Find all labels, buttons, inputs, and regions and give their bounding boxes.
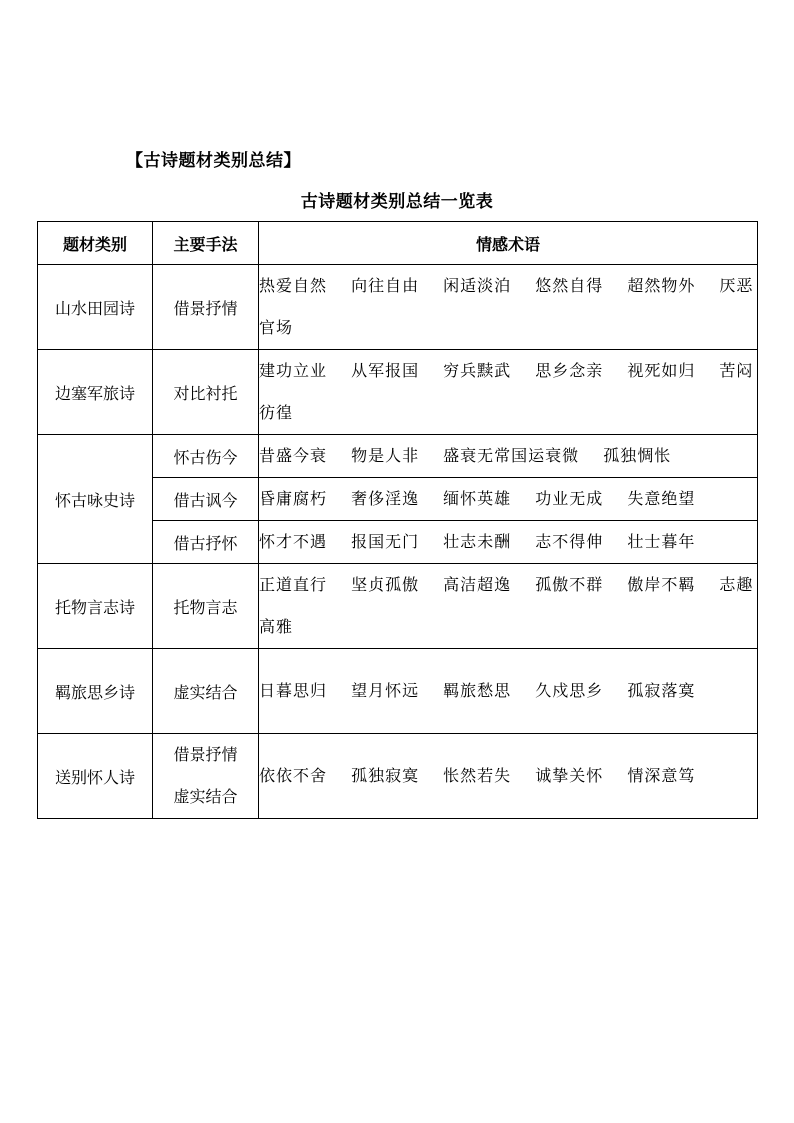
table-row — [38, 564, 758, 649]
table-row — [38, 265, 758, 350]
table-title: 古诗题材类别总结一览表 — [300, 192, 494, 212]
terms-cell: 昔盛今衰 物是人非 盛衰无常国运衰微 孤独惆怅 — [259, 435, 758, 478]
header-terms: 情感术语 — [259, 222, 758, 265]
table-header-row — [38, 222, 758, 265]
poetry-summary-table — [37, 221, 758, 819]
terms-cell: 日暮思归 望月怀远 羁旅愁思 久戍思乡 孤寂落寞 — [259, 649, 758, 734]
method-cell: 怀古伤今 — [153, 435, 259, 478]
method-line: 虚实结合 — [173, 787, 238, 806]
table-row — [38, 649, 758, 734]
table-row — [38, 435, 758, 478]
category-cell: 托物言志诗 — [38, 564, 153, 649]
terms-cell: 建功立业 从军报国 穷兵黩武 思乡念亲 视死如归 苦闷彷徨 — [259, 350, 758, 435]
method-cell: 借景抒情 — [153, 265, 259, 350]
header-method: 主要手法 — [153, 222, 259, 265]
table-row — [38, 350, 758, 435]
method-cell — [153, 734, 259, 819]
method-cell: 借古抒怀 — [153, 521, 259, 564]
terms-cell: 昏庸腐朽 奢侈淫逸 缅怀英雄 功业无成 失意绝望 — [259, 478, 758, 521]
header-category: 题材类别 — [38, 222, 153, 265]
method-cell: 对比衬托 — [153, 350, 259, 435]
category-cell: 边塞军旅诗 — [38, 350, 153, 435]
terms-cell: 依依不舍 孤独寂寞 怅然若失 诚挚关怀 情深意笃 — [259, 734, 758, 819]
category-cell: 羁旅思乡诗 — [38, 649, 153, 734]
method-cell: 借古讽今 — [153, 478, 259, 521]
category-cell: 送别怀人诗 — [38, 734, 153, 819]
terms-cell: 正道直行 坚贞孤傲 高洁超逸 孤傲不群 傲岸不羁 志趣高雅 — [259, 564, 758, 649]
table-row — [38, 734, 758, 819]
terms-cell: 怀才不遇 报国无门 壮志未酬 志不得伸 壮士暮年 — [259, 521, 758, 564]
terms-cell: 热爱自然 向往自由 闲适淡泊 悠然自得 超然物外 厌恶官场 — [259, 265, 758, 350]
category-cell: 怀古咏史诗 — [38, 435, 153, 564]
category-cell: 山水田园诗 — [38, 265, 153, 350]
method-cell: 虚实结合 — [153, 649, 259, 734]
method-line: 借景抒情 — [173, 745, 238, 764]
section-title: 【古诗题材类别总结】 — [126, 151, 301, 171]
method-cell: 托物言志 — [153, 564, 259, 649]
